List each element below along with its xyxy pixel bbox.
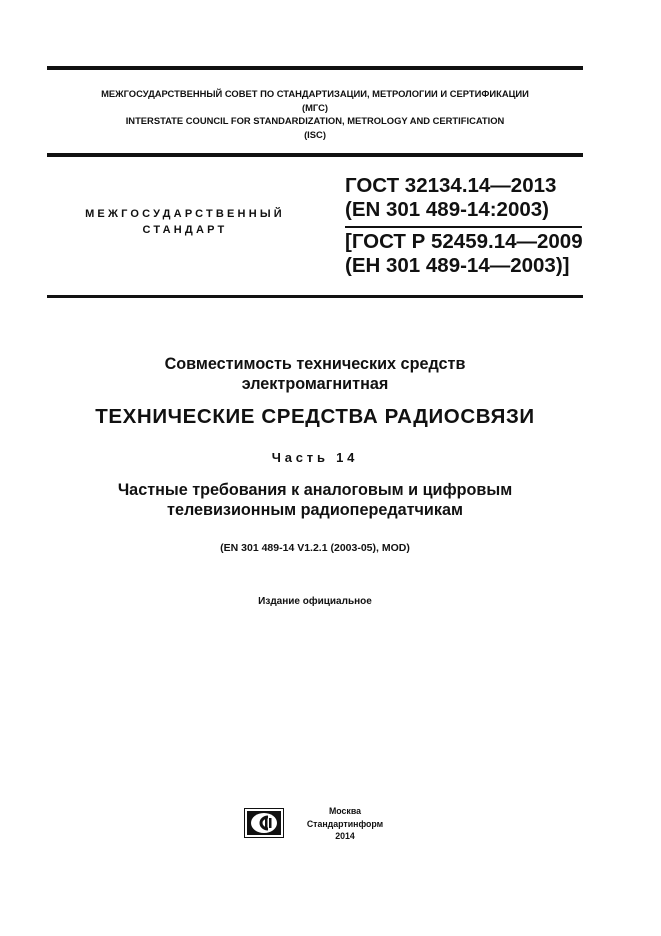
council-name-en: INTERSTATE COUNCIL FOR STANDARDIZATION, METROLOGY AND CERTIFICATION (125, 115, 505, 126)
en-code: (EN 301 489-14:2003) (345, 198, 549, 221)
council-name-ru: МЕЖГОСУДАРСТВЕННЫЙ СОВЕТ ПО СТАНДАРТИЗАЦИИ, МЕТРОЛОГИИ И СЕРТИФИКАЦИИ (101, 88, 529, 99)
standard-codes (345, 174, 585, 222)
title-block (47, 354, 583, 394)
standard-kind-line2: СТАНДАРТ (142, 224, 228, 236)
council-abbr-ru: (МГС) (301, 101, 328, 113)
replaced-codes (345, 230, 585, 278)
top-rule (47, 66, 583, 70)
en-reference: (EN 301 489-14 V1.2.1 (2003-05), MOD) (220, 542, 410, 554)
subtitle-line2: телевизионным радиопередатчикам (167, 501, 463, 519)
council-abbr-en: (ISC) (304, 128, 326, 140)
standartinform-logo-icon (244, 808, 284, 838)
eh-code: (ЕН 301 489-14—2003)] (345, 254, 570, 277)
publisher-name: Стандартинформ (306, 818, 384, 829)
part-label: Часть 14 (271, 450, 359, 465)
title-line2: электромагнитная (241, 375, 389, 393)
council-header (47, 87, 583, 141)
main-title: ТЕХНИЧЕСКИЕ СРЕДСТВА РАДИОСВЯЗИ (95, 405, 535, 428)
standard-kind-line1: МЕЖГОСУДАРСТВЕННЫЙ (85, 208, 285, 220)
gost-code: ГОСТ 32134.14—2013 (345, 174, 557, 197)
codes-rule (345, 226, 582, 228)
standard-kind (60, 206, 310, 238)
title-line1: Совместимость технических средств (164, 355, 466, 373)
header-rule (47, 153, 583, 157)
gost-r-code: [ГОСТ Р 52459.14—2009 (345, 230, 583, 253)
subtitle-line1: Частные требования к аналоговым и цифровым (117, 481, 513, 499)
publisher-year: 2014 (335, 831, 355, 841)
publisher-block (295, 805, 395, 843)
edition-label: Издание официальное (258, 596, 372, 607)
subtitle-block (47, 480, 583, 520)
mid-rule (47, 295, 583, 298)
publisher-city: Москва (328, 806, 362, 816)
